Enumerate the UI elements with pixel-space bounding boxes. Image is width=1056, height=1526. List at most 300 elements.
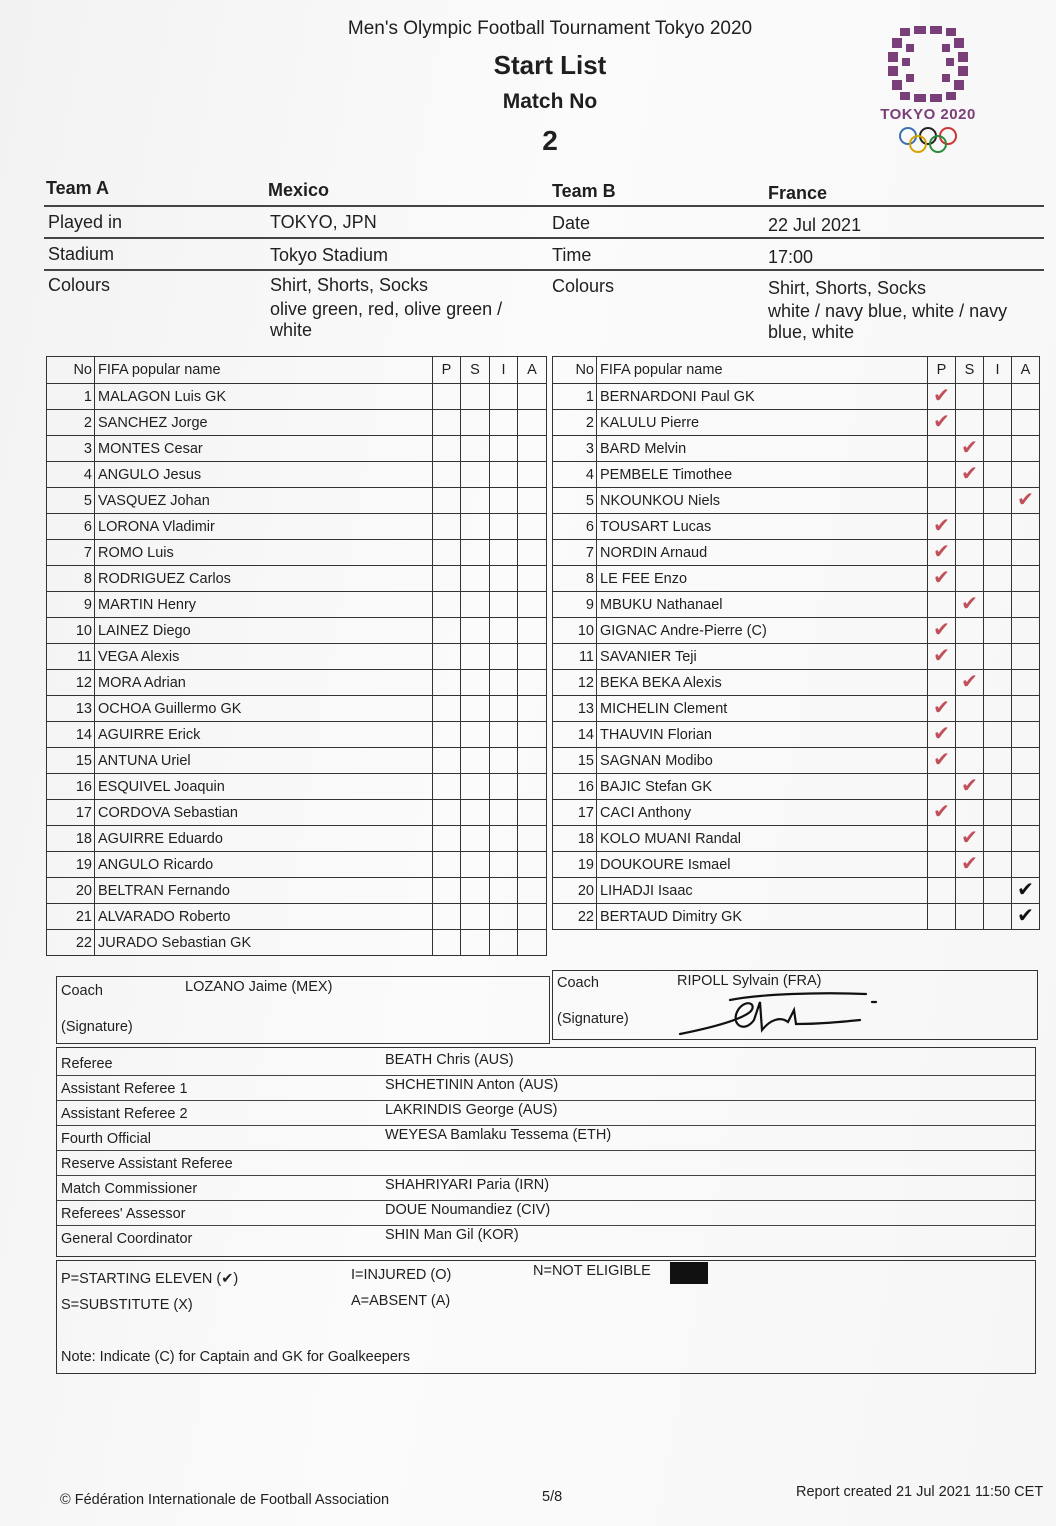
status-cell-s [956,774,984,800]
player-row [553,540,1040,566]
status-cell-i [984,904,1012,930]
document-title: Start List [493,50,607,80]
team-a-name: Mexico [268,180,330,200]
divider [57,1225,1035,1226]
player-name: NKOUNKOU Niels [597,488,928,514]
official-row [57,1127,1035,1156]
status-cell-i [490,410,518,436]
player-row [47,878,547,904]
status-cell-a [1012,514,1040,540]
player-row [553,514,1040,540]
player-row [553,644,1040,670]
player-row [553,384,1040,410]
player-number: 15 [553,748,597,774]
player-row [47,696,547,722]
player-row [47,930,547,956]
player-number: 13 [553,696,597,722]
col-s: S [956,357,984,384]
check-mark-icon: ✔ [933,567,950,589]
player-row [47,566,547,592]
official-row [57,1202,1035,1231]
status-cell-i [490,826,518,852]
player-number: 7 [553,540,597,566]
coach-a-box [56,976,550,1044]
official-name: SHIN Man Gil (KOR) [385,1227,519,1243]
col-i: I [984,357,1012,384]
player-name: VEGA Alexis [95,644,433,670]
check-mark-icon: ✔ [961,827,978,849]
check-mark-icon: ✔ [961,437,978,459]
check-mark-icon: ✔ [961,853,978,875]
player-name: ANGULO Ricardo [95,852,433,878]
status-cell-i [490,384,518,410]
player-number: 20 [553,878,597,904]
player-number: 22 [553,904,597,930]
status-cell-p [928,384,956,410]
status-cell-p [928,904,956,930]
status-cell-i [490,644,518,670]
player-number: 14 [47,722,95,748]
player-name: MBUKU Nathanael [597,592,928,618]
player-name: CACI Anthony [597,800,928,826]
status-cell-p [433,436,461,462]
status-cell-s [956,644,984,670]
check-mark-icon: ✔ [933,723,950,745]
status-cell-i [490,436,518,462]
check-mark-icon: ✔ [961,671,978,693]
player-row [47,462,547,488]
status-cell-s [956,722,984,748]
status-cell-a [518,774,547,800]
team-b-roster-table [552,356,1040,930]
player-number: 21 [47,904,95,930]
status-cell-p [928,566,956,592]
col-a: A [1012,357,1040,384]
status-cell-a [518,618,547,644]
status-cell-p [928,800,956,826]
player-name: ANGULO Jesus [95,462,433,488]
player-number: 2 [553,410,597,436]
status-cell-s [461,462,490,488]
footer-report: Report created 21 Jul 2021 11:50 CET [796,1484,1044,1500]
status-cell-i [490,852,518,878]
status-cell-s [956,904,984,930]
player-row [553,748,1040,774]
status-cell-a [1012,436,1040,462]
player-name: TOUSART Lucas [597,514,928,540]
status-cell-p [433,930,461,956]
officials-box [56,1047,1036,1257]
status-cell-a [518,410,547,436]
player-name: ALVARADO Roberto [95,904,433,930]
player-name: LORONA Vladimir [95,514,433,540]
status-cell-p [433,566,461,592]
status-cell-a [518,462,547,488]
status-cell-a [518,696,547,722]
status-cell-s [956,384,984,410]
status-cell-i [490,878,518,904]
coach-a-signature-label: (Signature) [61,1019,133,1035]
divider [57,1125,1035,1126]
player-number: 7 [47,540,95,566]
official-name: LAKRINDIS George (AUS) [385,1102,558,1118]
status-cell-s [956,748,984,774]
status-cell-p [928,644,956,670]
footer-page: 5/8 [542,1489,563,1505]
match-no-label: Match No [502,90,598,113]
status-cell-a [1012,670,1040,696]
status-cell-p [928,514,956,540]
status-cell-a [518,852,547,878]
status-cell-i [984,696,1012,722]
status-cell-i [984,566,1012,592]
status-cell-s [956,696,984,722]
legend-absent: A=ABSENT (A) [351,1293,451,1309]
team-b-label: Team B [552,181,616,201]
status-cell-p [928,436,956,462]
legend-not-eligible: N=NOT ELIGIBLE [533,1263,651,1279]
player-name: GIGNAC Andre-Pierre (C) [597,618,928,644]
status-cell-s [956,540,984,566]
status-cell-i [490,514,518,540]
legend-starting: P=STARTING ELEVEN (✔) [61,1271,239,1287]
status-cell-p [433,852,461,878]
player-row [553,800,1040,826]
official-name: SHAHRIYARI Paria (IRN) [385,1177,550,1193]
status-cell-p [433,514,461,540]
status-cell-p [433,904,461,930]
player-name: LAINEZ Diego [95,618,433,644]
player-number: 17 [553,800,597,826]
player-row [553,566,1040,592]
status-cell-i [490,488,518,514]
official-role: Assistant Referee 2 [61,1106,188,1122]
player-number: 8 [553,566,597,592]
check-mark-icon: ✔ [1017,879,1034,901]
status-cell-a [518,800,547,826]
tokyo-2020-logo [880,22,976,162]
official-role: Referee [61,1056,113,1072]
status-cell-a [1012,592,1040,618]
status-cell-s [461,826,490,852]
player-name: SAGNAN Modibo [597,748,928,774]
status-cell-s [956,670,984,696]
colours-a-line1: olive green, red, olive green / [270,299,503,319]
status-cell-a [1012,800,1040,826]
player-name: AGUIRRE Erick [95,722,433,748]
status-cell-a [1012,410,1040,436]
divider [44,269,1044,271]
coach-b-name: RIPOLL Sylvain (FRA) [677,973,822,989]
player-number: 3 [553,436,597,462]
status-cell-a [1012,540,1040,566]
player-row [553,670,1040,696]
check-mark-icon: ✔ [1017,489,1034,511]
colours-b-header: Shirt, Shorts, Socks [768,278,927,298]
status-cell-i [984,670,1012,696]
player-number: 6 [553,514,597,540]
player-name: AGUIRRE Eduardo [95,826,433,852]
official-name: DOUE Noumandiez (CIV) [385,1202,551,1218]
player-number: 1 [47,384,95,410]
status-cell-i [984,436,1012,462]
player-name: BELTRAN Fernando [95,878,433,904]
status-cell-s [956,878,984,904]
player-row [553,696,1040,722]
roster-header-row [553,357,1040,384]
player-row [47,800,547,826]
status-cell-a [518,878,547,904]
status-cell-p [433,722,461,748]
player-name: BERTAUD Dimitry GK [597,904,928,930]
colours-a-header: Shirt, Shorts, Socks [270,275,429,295]
status-cell-s [461,774,490,800]
player-row [47,722,547,748]
status-cell-s [461,384,490,410]
col-name: FIFA popular name [95,357,433,384]
colours-b-line2: blue, white [768,322,855,342]
status-cell-s [956,462,984,488]
status-cell-a [518,670,547,696]
status-cell-i [984,774,1012,800]
status-cell-a [1012,852,1040,878]
colours-b-line1: white / navy blue, white / navy [768,301,1008,321]
date-label: Date [552,213,591,233]
status-cell-s [461,436,490,462]
status-cell-s [461,800,490,826]
status-cell-i [984,592,1012,618]
status-cell-i [490,904,518,930]
status-cell-i [984,800,1012,826]
official-role: Assistant Referee 1 [61,1081,188,1097]
player-number: 16 [553,774,597,800]
player-name: OCHOA Guillermo GK [95,696,433,722]
status-cell-p [433,410,461,436]
player-number: 18 [553,826,597,852]
player-name: CORDOVA Sebastian [95,800,433,826]
status-cell-a [518,644,547,670]
player-row [553,878,1040,904]
player-name: KALULU Pierre [597,410,928,436]
player-name: THAUVIN Florian [597,722,928,748]
player-row [553,410,1040,436]
player-row [553,774,1040,800]
time-value: 17:00 [768,247,814,267]
status-cell-i [984,462,1012,488]
team-a-label: Team A [46,178,110,198]
player-name: BARD Melvin [597,436,928,462]
status-cell-i [984,826,1012,852]
player-row [553,618,1040,644]
status-cell-i [490,670,518,696]
player-number: 4 [47,462,95,488]
status-cell-a [518,904,547,930]
status-cell-s [461,930,490,956]
player-name: ESQUIVEL Joaquin [95,774,433,800]
col-no: No [47,357,95,384]
team-b-name: France [768,183,828,203]
status-cell-a [1012,488,1040,514]
status-cell-s [461,644,490,670]
player-row [47,852,547,878]
player-name: VASQUEZ Johan [95,488,433,514]
handwritten-signature [670,990,880,1040]
player-row [47,436,547,462]
status-cell-i [984,852,1012,878]
status-cell-i [490,540,518,566]
status-cell-p [928,722,956,748]
check-mark-icon: ✔ [933,541,950,563]
status-cell-i [984,644,1012,670]
check-mark-icon: ✔ [961,463,978,485]
status-cell-p [433,748,461,774]
player-name: MORA Adrian [95,670,433,696]
player-number: 8 [47,566,95,592]
check-mark-icon: ✔ [933,645,950,667]
emblem-icon [880,22,976,106]
status-cell-s [956,566,984,592]
player-number: 19 [47,852,95,878]
status-cell-s [956,410,984,436]
check-mark-icon: ✔ [1017,905,1034,927]
status-cell-p [433,384,461,410]
col-s: S [461,357,490,384]
player-number: 6 [47,514,95,540]
official-role: General Coordinator [61,1231,193,1247]
status-cell-p [433,488,461,514]
check-mark-icon: ✔ [961,775,978,797]
status-cell-i [984,540,1012,566]
status-cell-i [490,566,518,592]
player-row [47,514,547,540]
status-cell-a [1012,748,1040,774]
player-row [47,410,547,436]
divider [57,1150,1035,1151]
status-cell-a [518,748,547,774]
status-cell-p [928,670,956,696]
status-cell-s [461,696,490,722]
col-no: No [553,357,597,384]
player-name: ROMO Luis [95,540,433,566]
status-cell-a [518,722,547,748]
status-cell-i [490,696,518,722]
divider [44,237,1044,239]
player-row [553,852,1040,878]
status-cell-s [956,618,984,644]
status-cell-a [518,540,547,566]
official-name: BEATH Chris (AUS) [385,1052,514,1068]
divider [44,205,1044,207]
status-cell-p [433,618,461,644]
status-cell-a [1012,618,1040,644]
player-name: BEKA BEKA Alexis [597,670,928,696]
match-no: 2 [542,125,558,156]
check-mark-icon: ✔ [933,619,950,641]
status-cell-i [490,462,518,488]
status-cell-i [490,800,518,826]
status-cell-i [490,930,518,956]
player-name: LIHADJI Isaac [597,878,928,904]
status-cell-i [984,722,1012,748]
status-cell-a [1012,644,1040,670]
player-number: 17 [47,800,95,826]
player-number: 18 [47,826,95,852]
status-cell-s [461,878,490,904]
status-cell-a [1012,774,1040,800]
player-row [47,618,547,644]
check-mark-icon: ✔ [933,749,950,771]
status-cell-s [461,722,490,748]
status-cell-p [433,644,461,670]
check-mark-icon: ✔ [933,697,950,719]
player-number: 5 [553,488,597,514]
status-cell-p [928,774,956,800]
tournament-title: Men's Olympic Football Tournament Tokyo 2020 [347,18,753,39]
player-number: 20 [47,878,95,904]
status-cell-p [433,696,461,722]
check-mark-icon: ✔ [961,593,978,615]
player-number: 5 [47,488,95,514]
legend-substitute: S=SUBSTITUTE (X) [61,1297,193,1313]
status-cell-p [433,878,461,904]
status-cell-a [1012,826,1040,852]
player-row [553,488,1040,514]
stadium-label: Stadium [48,244,115,264]
status-cell-a [518,826,547,852]
status-cell-s [956,826,984,852]
player-number: 15 [47,748,95,774]
coach-a-name: LOZANO Jaime (MEX) [185,979,333,995]
roster-header-row [47,357,547,384]
status-cell-i [490,748,518,774]
player-row [47,774,547,800]
status-cell-p [928,696,956,722]
status-cell-p [928,852,956,878]
footer-copyright: © Fédération Internationale de Football Association [60,1492,390,1508]
official-role: Match Commissioner [61,1181,198,1197]
status-cell-p [928,618,956,644]
status-cell-i [490,618,518,644]
col-name: FIFA popular name [597,357,928,384]
player-number: 13 [47,696,95,722]
player-name: MICHELIN Clement [597,696,928,722]
status-cell-a [1012,878,1040,904]
status-cell-a [518,566,547,592]
team-a-roster-table [46,356,547,956]
status-cell-i [490,774,518,800]
status-cell-i [984,384,1012,410]
official-role: Referees' Assessor [61,1206,186,1222]
player-name: SANCHEZ Jorge [95,410,433,436]
divider [57,1100,1035,1101]
status-cell-i [490,592,518,618]
status-cell-p [433,670,461,696]
status-cell-a [1012,462,1040,488]
status-cell-p [928,878,956,904]
player-name: RODRIGUEZ Carlos [95,566,433,592]
status-cell-a [518,514,547,540]
coach-a-label: Coach [61,983,103,999]
player-number: 11 [553,644,597,670]
player-number: 14 [553,722,597,748]
player-row [47,488,547,514]
status-cell-s [461,618,490,644]
status-cell-i [984,410,1012,436]
logo-text: TOKYO 2020 [880,106,976,123]
legend-box [56,1260,1036,1374]
colours-a-line2: white [270,320,313,340]
player-row [47,826,547,852]
